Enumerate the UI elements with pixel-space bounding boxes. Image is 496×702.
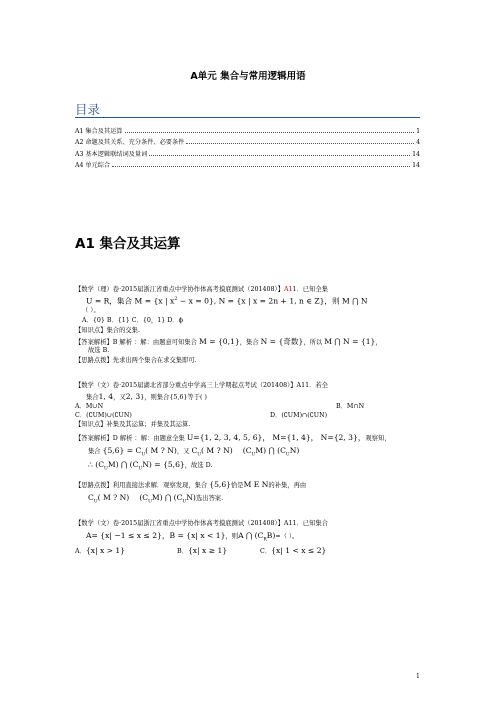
- q2-answer-math-10: M) ⋂ (C: [107, 460, 139, 469]
- toc-entry-page: 4: [416, 139, 420, 146]
- q3-stem-math: A= {x| −1 ≤ x ≤ 2}，B = {x| x < 1}: [86, 531, 226, 540]
- q3-option-b-math: {x| x ≥ 1}: [187, 546, 228, 555]
- q2-set-n: 2, 3: [125, 392, 141, 401]
- q1-blank: （ ）。: [82, 307, 100, 314]
- q2-answer-math-4: C: [191, 446, 198, 455]
- page-number: 1: [416, 673, 420, 680]
- toc-entry-page: 14: [412, 150, 420, 158]
- toc-divider: [75, 117, 420, 118]
- q2-stem-text-3: }，则集合{5,6}等于( ): [140, 394, 207, 401]
- q1-set-text: U = R，集合 M = {x | x: [86, 296, 175, 306]
- toc-leader: [112, 166, 410, 167]
- q1-tip: 【思路点拨】先求出两个集合在求交集即可.: [75, 357, 197, 364]
- q2-source: 【数学（文）卷·2015届湖北省部分重点中学高三上学期起点考试（201408）】A11．若全: [75, 382, 328, 389]
- q2-tip-subscript-3: U: [182, 499, 187, 505]
- toc-entry-label: A3 基本逻辑联结词及量词: [75, 150, 148, 158]
- q2-answer-math-6: (C: [242, 446, 252, 455]
- q3-stem-math-2: A ⋂ (C: [238, 531, 264, 540]
- toc-leader: [149, 155, 410, 156]
- q2-knowledge-point: 【知识点】补集及其运算；并集及其运算.: [75, 421, 191, 428]
- toc-entry-a2[interactable]: [75, 135, 420, 147]
- q1-source-line: [75, 285, 328, 294]
- q2-answer-math: U={1, 2, 3, 4, 5, 6}， M={1, 4}， N={2, 3}，: [186, 433, 366, 442]
- toc-entry-label: A1 集合及其运算: [75, 127, 123, 135]
- q2-option-a: A．M∪N: [75, 403, 104, 410]
- q2-tip-math: {5,6}: [209, 480, 231, 489]
- q2-tip-line2: [88, 493, 223, 506]
- q2-answer-math-3: ( M ? N): [145, 446, 177, 455]
- q2-stem-text-2: ，又: [113, 394, 126, 401]
- q1-set-text-2: − x = 0}, N = {x | x = 2n + 1, n ∈ Z}，则 M ⋂ N: [177, 296, 368, 306]
- section-title: A1 集合及其运算: [75, 236, 181, 252]
- q2-tip-text: 【思路点拨】利用直接法求解．观察发现，集合: [75, 482, 208, 489]
- q2-answer-math-9: ∴ (C: [88, 460, 105, 469]
- q2-answer-math-2: {5,6} = C: [102, 446, 142, 455]
- q2-option-c: C．(∁UM)∪(∁UN): [75, 412, 132, 419]
- q3-option-a: [75, 546, 125, 556]
- toc-entry-a4[interactable]: [75, 158, 420, 170]
- toc-entry-label: A2 命题及其关系、充分条件、必要条件: [75, 139, 185, 146]
- toc-entry-a3[interactable]: [75, 146, 420, 158]
- q2-tip-subscript-2: U: [148, 499, 152, 505]
- q2-subscript-6: U: [138, 466, 143, 472]
- q1-source: 【数学（理）卷·2015届浙江省重点中学协作体高考摸底测试（201408）】: [75, 286, 284, 293]
- q3-option-a-label: A．: [75, 548, 86, 555]
- q3-option-c-math: {x| 1 < x ≤ 2}: [271, 546, 327, 555]
- q2-set-m: 1, 4: [98, 392, 114, 401]
- q2-stem-text: 集合: [86, 394, 99, 401]
- q3-option-b: [177, 546, 227, 556]
- toc-entry-page: 1: [416, 127, 420, 135]
- q2-answer-text-2: 观察知，: [365, 435, 391, 442]
- q2-subscript: U: [141, 452, 146, 458]
- q1-knowledge-point: 【知识点】集合的交集.: [75, 327, 140, 334]
- q2-tip-subscript: U: [93, 499, 98, 505]
- q3-stem: [86, 531, 298, 544]
- toc-leader: [125, 132, 415, 133]
- q2-tip-text-3: 的补集，再由: [268, 482, 307, 489]
- q1-answer-text-2: ，集合: [239, 339, 259, 346]
- q2-subscript-5: U: [104, 466, 108, 472]
- q3-source: 【数学（文）卷·2015届浙江省重点中学协作体高考摸底测试（201408）】A11．已知集合: [75, 520, 328, 527]
- q1-set-definition: [86, 295, 368, 306]
- q1-options: A．{0} B．{1} C．{0，1} D．ϕ: [82, 317, 183, 324]
- q1-answer-text-4: ，: [375, 339, 382, 346]
- q2-option-d: D．(∁UM)∩(∁UN): [270, 412, 328, 419]
- q1-answer-math-2: N = {奇数}: [260, 337, 304, 346]
- q3-stem-math-3: B): [266, 531, 276, 540]
- table-of-contents: [75, 123, 420, 169]
- q1-stem-end: 1．已知全集: [292, 286, 328, 293]
- q3-option-b-label: B．: [177, 548, 188, 555]
- q2-answer-text-4: ，又: [176, 448, 190, 455]
- q3-option-c-label: C．: [260, 548, 272, 555]
- q2-answer-math-5: ( M ? N): [201, 446, 233, 455]
- q1-answer-choice: 故选 B.: [88, 347, 110, 354]
- q2-tip-math-3: C: [88, 493, 94, 502]
- q2-answer-math-8: N): [289, 446, 300, 455]
- q2-tip-math-6: M) ⋂ (C: [151, 493, 183, 502]
- q2-tip-math-5: (C: [139, 493, 149, 502]
- q2-tip: [75, 480, 306, 490]
- q3-subscript: R: [263, 537, 267, 543]
- q3-stem-text: ，则: [225, 533, 239, 540]
- q2-answer-text-5: ，故选 D.: [184, 462, 213, 469]
- q2-tip-text-4: 选出答案.: [195, 495, 224, 502]
- q1-exponent: 2: [174, 296, 178, 302]
- q1-answer-math: M = {0,1}: [199, 337, 240, 346]
- q2-answer-math-11: N) = {5,6}: [142, 460, 185, 469]
- toc-entry-page: 14: [412, 162, 420, 169]
- q1-answer: [75, 337, 382, 347]
- q2-answer-line2: [88, 446, 299, 459]
- q1-answer-text-3: ，所以: [303, 339, 323, 346]
- q2-subscript-4: U: [285, 452, 290, 458]
- toc-title: 目录: [75, 102, 101, 117]
- toc-entry-label: A4 单元综合: [75, 162, 111, 169]
- q2-answer-text: 【答案解析】D 解析 ：解：由题意全集: [75, 435, 185, 442]
- q2-answer-line3: [88, 460, 212, 473]
- q1-answer-math-3: M ⋂ N = {1}: [324, 337, 376, 346]
- q2-tip-math-4: ( M ? N): [97, 493, 130, 502]
- q2-answer-text-3: 集合: [88, 448, 101, 455]
- q3-option-c: [260, 546, 326, 556]
- q2-tip-math-2: M E N: [243, 480, 269, 489]
- q2-stem: [86, 392, 207, 402]
- q2-tip-math-7: N): [186, 493, 196, 502]
- unit-title: A单元 集合与常用逻辑用语: [190, 71, 306, 82]
- q2-subscript-2: U: [197, 452, 202, 458]
- q2-subscript-3: U: [251, 452, 256, 458]
- q2-option-b: B．M∩N: [336, 403, 365, 410]
- q2-tip-text-2: 恰是: [231, 482, 244, 489]
- q3-option-a-math: {x| x > 1}: [85, 546, 126, 555]
- q2-answer: [75, 433, 391, 443]
- q2-answer-math-7: M) ⋂ (C: [255, 446, 286, 455]
- q1-code: A1: [283, 286, 293, 293]
- q1-answer-text: 【答案解析】B 解析 ：解：由题意可知集合: [75, 339, 197, 346]
- toc-entry-a1[interactable]: [75, 123, 420, 135]
- toc-leader: [186, 143, 414, 144]
- q3-stem-text-2: =（ ）。: [275, 533, 299, 540]
